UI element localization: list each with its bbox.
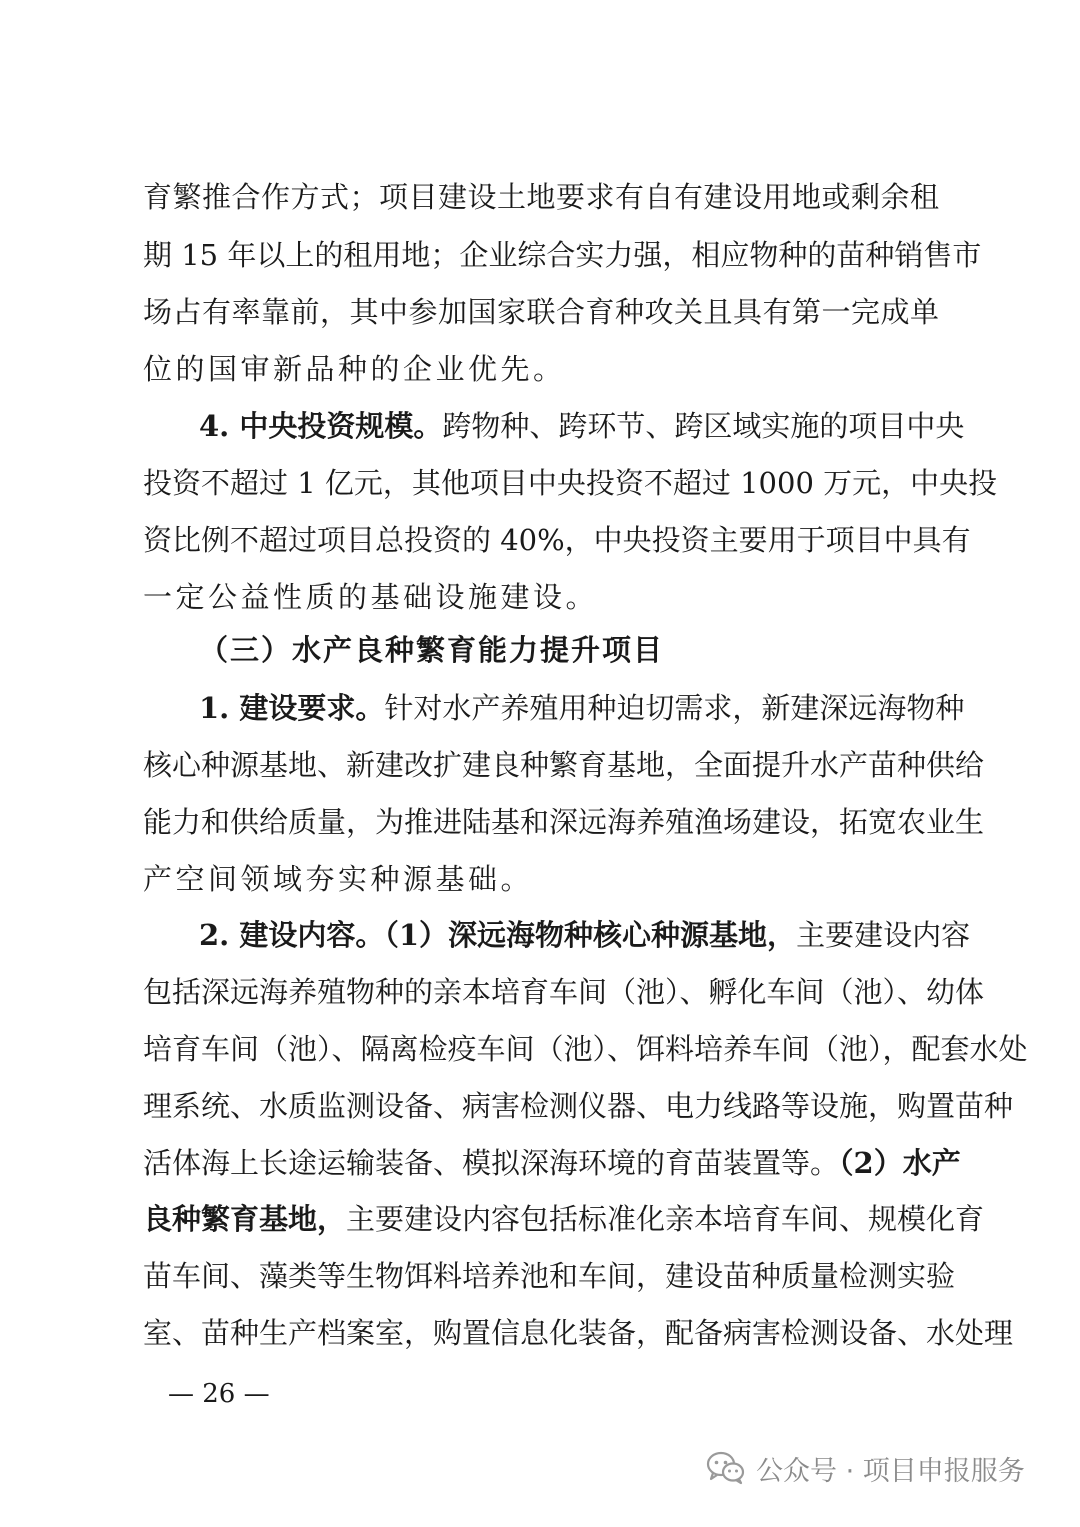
paragraph-text: 跨物种、跨环节、跨区域实施的项目中央 — [442, 409, 965, 443]
paragraph-line: 室、苗种生产档案室，购置信息化装备，配备病害检测设备、水处理 — [143, 1316, 1014, 1350]
paragraph-line: 期 15 年以上的租用地；企业综合实力强，相应物种的苗种销售市 — [143, 238, 982, 272]
paragraph-line: 核心种源基地、新建改扩建良种繁育基地，全面提升水产苗种供给 — [143, 748, 985, 782]
paragraph-text: 主要建设内容 — [796, 918, 971, 952]
paragraph-line: 育繁推合作方式；项目建设土地要求有自有建设用地或剩余租 — [143, 180, 939, 214]
paragraph-line — [199, 915, 971, 955]
paragraph-line: 产空间领域夯实种源基础。 — [143, 862, 534, 896]
watermark-text: 公众号 · 项目申报服务 — [756, 1455, 1025, 1487]
paragraph-line: 培育车间（池）、隔离检疫车间（池）、饵料培养车间（池），配套水处 — [143, 1032, 1028, 1066]
paragraph-line — [143, 1143, 961, 1183]
section-heading-content: 2. 建设内容。（1）深远海物种核心种源基地， — [199, 918, 797, 952]
paragraph-line: 苗车间、藻类等生物饵料培养池和车间，建设苗种质量检测实验 — [143, 1259, 956, 1293]
paragraph-line: 投资不超过 1 亿元，其他项目中央投资不超过 1000 万元，中央投 — [143, 466, 998, 500]
paragraph-line — [143, 1199, 985, 1239]
paragraph-line: 一定公益性质的基础设施建设。 — [143, 580, 599, 614]
paragraph-text: 主要建设内容包括标准化亲本培育车间、规模化育 — [346, 1202, 985, 1236]
section-heading-aquatic: （三）水产良种繁育能力提升项目 — [199, 633, 665, 667]
paragraph-line: 资比例不超过项目总投资的 40%，中央投资主要用于项目中具有 — [143, 523, 971, 557]
paragraph-line: 能力和供给质量，为推进陆基和深远海养殖渔场建设，拓宽农业生 — [143, 805, 985, 839]
section-heading-requirements: 1. 建设要求。 — [199, 691, 385, 725]
paragraph-text: 针对水产养殖用种迫切需求，新建深远海物种 — [384, 691, 965, 725]
paragraph-line: 场占有率靠前，其中参加国家联合育种攻关且具有第一完成单 — [143, 295, 939, 329]
paragraph-line: 位的国审新品种的企业优先。 — [143, 352, 566, 386]
paragraph-line — [199, 406, 965, 446]
section-heading-investment: 4. 中央投资规模。 — [199, 409, 443, 443]
subsection-label: 良种繁育基地， — [143, 1202, 347, 1236]
paragraph-line: 理系统、水质监测设备、病害检测仪器、电力线路等设施，购置苗种 — [143, 1089, 1014, 1123]
subsection-label: （2）水产 — [839, 1146, 961, 1180]
wechat-icon — [706, 1450, 746, 1486]
page-number: — 26 — — [168, 1379, 270, 1409]
watermark — [706, 1446, 1025, 1490]
paragraph-line — [199, 688, 965, 728]
paragraph-line: 包括深远海养殖物种的亲本培育车间（池）、孵化车间（池）、幼体 — [143, 975, 985, 1009]
paragraph-text: 活体海上长途运输装备、模拟深海环境的育苗装置等。 — [143, 1146, 840, 1180]
